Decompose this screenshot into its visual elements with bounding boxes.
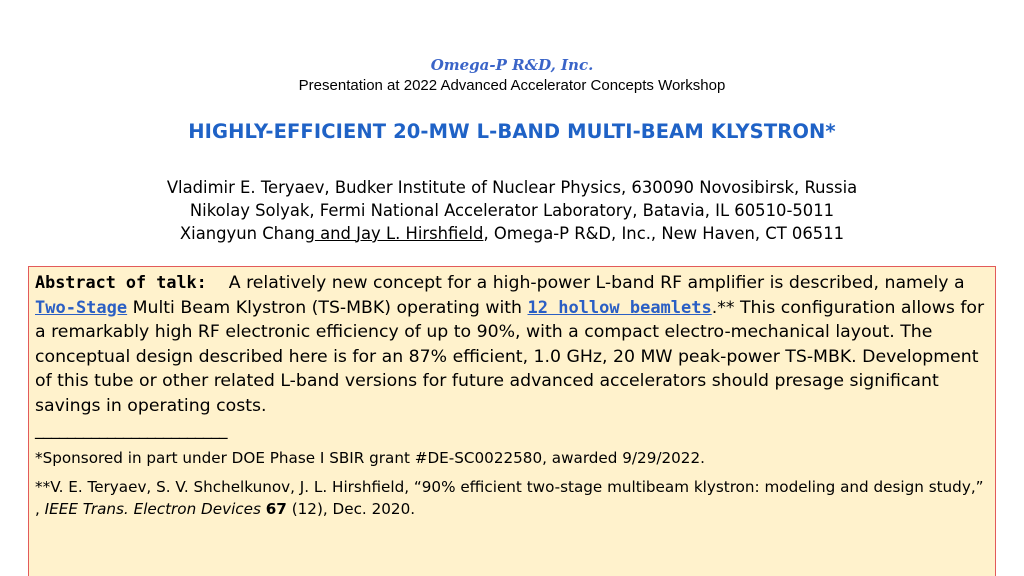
author-name-chang: Xiangyun Chang (179, 224, 315, 243)
reference-volume: 67 (265, 500, 287, 518)
company-name: Omega-P R&D, Inc. (430, 56, 594, 74)
author-link-hirshfield[interactable]: Jay L. Hirshfield (356, 224, 484, 243)
author-line-1: Vladimir E. Teryaev, Budker Institute of Nuclear Physics, 630090 Novosibirsk, Russia (166, 178, 858, 197)
hollow-beamlets-link[interactable]: 12 hollow beamlets (527, 297, 712, 318)
reference-text: **V. E. Teryaev, S. V. Shchelkunov, J. L. Hirshfield, “90% efficient two-stage multibeam klystron: modeling and design study,” , (35, 478, 984, 518)
abstract-paragraph (35, 270, 989, 418)
reference-journal: IEEE Trans. Electron Devices (44, 500, 261, 518)
abstract-text-part-1: A relatively new concept for a high-power L-band RF amplifier is described, namely a (228, 273, 965, 293)
abstract-text-part-2: Multi Beam Klystron (TS-MBK) operating with (127, 297, 528, 318)
author-and: and (314, 224, 357, 243)
author-line-3 (0, 222, 1024, 245)
author-affiliation: , Omega-P R&D, Inc., New Haven, CT 06511 (483, 224, 845, 243)
reference-issue-date: (12), Dec. 2020. (286, 500, 416, 518)
author-list (0, 176, 1024, 245)
presentation-venue: Presentation at 2022 Advanced Accelerator Concepts Workshop (298, 77, 726, 94)
author-line-2: Nikolay Solyak, Fermi National Accelerator Laboratory, Batavia, IL 60510-5011 (189, 201, 835, 220)
talk-title: HIGHLY-EFFICIENT 20-MW L-BAND MULTI-BEAM KLYSTRON* (188, 120, 836, 143)
abstract-text-part-3: .** This configuration allows for a remarkably high RF electronic efficiency of up to 90%, with a compact electro-mechanical layout. The conceptual design described here is for an 87% efficient, 1.0 GHz, 20 MW peak-power TS-MBK. Development of this tube or other related L-band versions for future advanced accelerators should presage significant savings in operating costs. (35, 297, 985, 416)
footnote-reference (35, 476, 989, 520)
footnote-divider: ________________________ (35, 420, 227, 440)
footnote-sponsor: *Sponsored in part under DOE Phase I SBIR grant #DE-SC0022580, awarded 9/29/2022. (35, 449, 705, 467)
abstract-box (28, 266, 996, 576)
two-stage-link[interactable]: Two-Stage (35, 297, 128, 318)
abstract-label: Abstract of talk: (35, 272, 207, 292)
